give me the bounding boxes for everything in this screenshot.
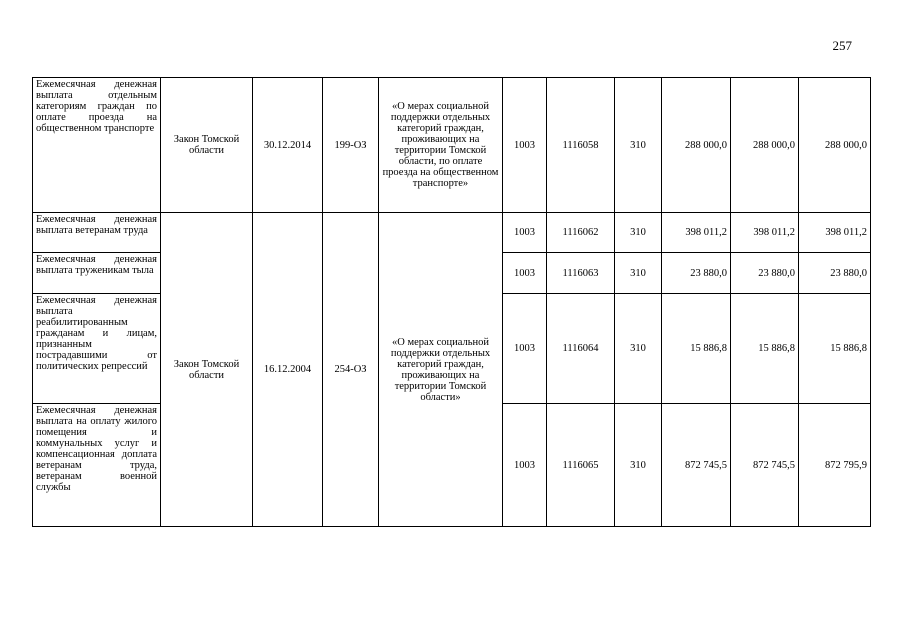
expense-name-cell: Ежемесячная денежная выплата труженикам тыла	[33, 253, 161, 294]
expense-name-cell: Ежемесячная денежная выплата ветеранам труда	[33, 213, 161, 253]
section-code-cell: 1003	[503, 78, 547, 213]
target-code-cell: 1116065	[547, 404, 615, 527]
section-code-cell: 1003	[503, 213, 547, 253]
expense-name-cell: Ежемесячная денежная выплата на оплату жилого помещения и коммунальных услуг и компенсационная доплата ветеранам труда, ветеранам военной службы	[33, 404, 161, 527]
target-code-cell: 1116064	[547, 294, 615, 404]
expense-type-cell: 310	[615, 213, 662, 253]
table-row	[33, 78, 871, 213]
amount-cell: 398 011,2	[662, 213, 731, 253]
target-code-cell: 1116058	[547, 78, 615, 213]
legal-basis-cell: Закон Томской области	[161, 213, 253, 527]
law-date-cell: 30.12.2014	[253, 78, 323, 213]
section-code-cell: 1003	[503, 294, 547, 404]
amount-cell: 288 000,0	[799, 78, 871, 213]
expense-type-cell: 310	[615, 294, 662, 404]
expense-name-cell: Ежемесячная денежная выплата отдельным категориям граждан по оплате проезда на общественном транспорте	[33, 78, 161, 213]
amount-cell: 15 886,8	[799, 294, 871, 404]
amount-cell: 23 880,0	[799, 253, 871, 294]
law-number-cell: 199-ОЗ	[323, 78, 379, 213]
budget-table	[32, 77, 871, 527]
amount-cell: 872 745,5	[731, 404, 799, 527]
expense-type-cell: 310	[615, 253, 662, 294]
section-code-cell: 1003	[503, 404, 547, 527]
table-row	[33, 213, 871, 253]
amount-cell: 872 795,9	[799, 404, 871, 527]
amount-cell: 872 745,5	[662, 404, 731, 527]
amount-cell: 398 011,2	[731, 213, 799, 253]
page-number: 257	[832, 38, 852, 53]
section-code-cell: 1003	[503, 253, 547, 294]
amount-cell: 23 880,0	[662, 253, 731, 294]
law-date-cell: 16.12.2004	[253, 213, 323, 527]
amount-cell: 23 880,0	[731, 253, 799, 294]
law-number-cell: 254-ОЗ	[323, 213, 379, 527]
law-title-cell: «О мерах социальной поддержки отдельных категорий граждан, проживающих на территории Томской области, по оплате проезда на общественном транспорте»	[379, 78, 503, 213]
amount-cell: 15 886,8	[662, 294, 731, 404]
target-code-cell: 1116062	[547, 213, 615, 253]
law-title-cell: «О мерах социальной поддержки отдельных категорий граждан, проживающих на территории Томской области»	[379, 213, 503, 527]
amount-cell: 398 011,2	[799, 213, 871, 253]
expense-type-cell: 310	[615, 404, 662, 527]
legal-basis-cell: Закон Томской области	[161, 78, 253, 213]
target-code-cell: 1116063	[547, 253, 615, 294]
amount-cell: 288 000,0	[662, 78, 731, 213]
expense-name-cell: Ежемесячная денежная выплата реабилитированным гражданам и лицам, признанным пострадавшими от политических репрессий	[33, 294, 161, 404]
expense-type-cell: 310	[615, 78, 662, 213]
amount-cell: 15 886,8	[731, 294, 799, 404]
amount-cell: 288 000,0	[731, 78, 799, 213]
